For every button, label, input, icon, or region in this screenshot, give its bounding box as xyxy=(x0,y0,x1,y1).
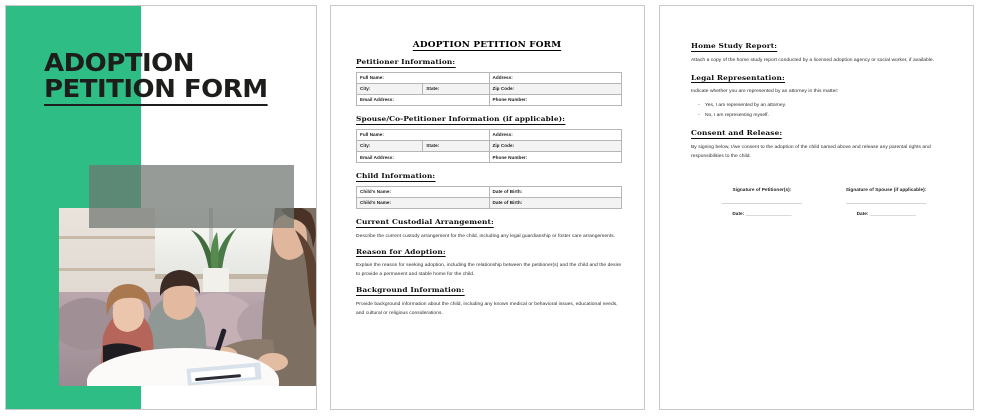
section-body: Attach a copy of the home study report conducted by a licensed adoption agency or social worker, if available. xyxy=(691,57,935,63)
section-petitioner-information xyxy=(356,58,622,106)
table-row xyxy=(357,83,622,94)
cover-photo-illustration xyxy=(59,208,317,386)
section-body: Describe the current custody arrangement for the child, including any legal guardianship or foster care arrangements. xyxy=(356,233,616,239)
table-row xyxy=(357,72,622,83)
table-cell[interactable]: Full Name: xyxy=(357,129,490,140)
table-cell[interactable]: Full Name: xyxy=(357,72,490,83)
signature-label: Signature of Petitioner(s): xyxy=(732,186,792,192)
legal-representation-options xyxy=(691,101,947,120)
table-cell[interactable]: Child's Name: xyxy=(357,186,490,197)
child-information-table xyxy=(356,186,622,209)
section-background-information xyxy=(356,286,622,318)
form-page-2-content xyxy=(660,6,973,409)
section-current-custodial-arrangement xyxy=(356,218,622,241)
signature-date-label: Date: xyxy=(732,210,745,216)
form-page-1 xyxy=(330,5,645,410)
table-row xyxy=(357,129,622,140)
table-cell[interactable]: Child's Name: xyxy=(357,197,490,208)
section-home-study-report xyxy=(691,42,947,65)
list-item[interactable]: - Yes, I am represented by an attorney. xyxy=(705,101,947,111)
table-row xyxy=(357,186,622,197)
signature-petitioner xyxy=(709,187,815,216)
table-cell[interactable]: City: xyxy=(357,83,423,94)
section-body: Explain the reason for seeking adoption, including the relationship between the petitioner(s) and the child and the desire to provide a permanent and stable home for the child. xyxy=(356,263,622,278)
cover-page xyxy=(5,5,317,410)
spouse-information-table xyxy=(356,129,622,164)
section-spouse-information xyxy=(356,115,622,163)
table-cell[interactable]: Zip Code: xyxy=(489,140,622,151)
section-child-information xyxy=(356,172,622,209)
table-cell[interactable]: City: xyxy=(357,140,423,151)
table-cell[interactable]: Date of Birth: xyxy=(489,186,622,197)
section-heading: Home Study Report: xyxy=(691,42,778,50)
section-heading: Legal Representation: xyxy=(691,73,785,82)
signature-spouse xyxy=(833,187,939,216)
cover-photo xyxy=(59,208,317,386)
signature-line[interactable]: _______________________________ xyxy=(721,198,802,205)
section-heading: Spouse/Co-Petitioner Information (if applicable): xyxy=(356,115,566,124)
table-cell[interactable]: Address: xyxy=(489,129,622,140)
form-title: ADOPTION PETITION FORM xyxy=(413,39,562,49)
table-cell[interactable]: Zip Code: xyxy=(489,83,622,94)
table-row xyxy=(357,94,622,105)
section-heading: Consent and Release: xyxy=(691,129,783,138)
table-cell[interactable]: Email Address: xyxy=(357,94,490,105)
cover-title-line-2: PETITION FORM xyxy=(44,76,268,105)
section-consent-and-release xyxy=(691,129,947,161)
table-cell[interactable]: State: xyxy=(423,83,489,94)
signature-label: Signature of Spouse (if applicable): xyxy=(845,186,927,192)
table-row xyxy=(357,140,622,151)
section-heading: Current Custodial Arrangement: xyxy=(356,218,494,226)
cover-overlay-rectangle xyxy=(89,165,294,228)
table-cell[interactable]: Address: xyxy=(489,72,622,83)
list-item[interactable]: - No, I am representing myself. xyxy=(705,111,947,121)
table-row xyxy=(357,197,622,208)
section-heading: Petitioner Information: xyxy=(356,58,456,66)
form-page-1-content xyxy=(331,6,644,409)
section-heading: Background Information: xyxy=(356,286,465,295)
signature-date-line[interactable]: ___________________ xyxy=(745,210,792,216)
table-row xyxy=(357,151,622,162)
section-legal-representation xyxy=(691,74,947,121)
table-cell[interactable]: Date of Birth: xyxy=(489,197,622,208)
table-cell[interactable]: Phone Number: xyxy=(489,94,622,105)
section-body: Indicate whether you are represented by an attorney in this matter: xyxy=(691,89,839,95)
signature-date xyxy=(833,211,939,216)
cover-title xyxy=(44,50,274,106)
signature-date xyxy=(709,211,815,216)
table-cell[interactable]: Phone Number: xyxy=(489,151,622,162)
section-body: By signing below, I/we consent to the adoption of the child named above and release any parental rights and responsibilities to the child. xyxy=(691,144,931,159)
section-body: Provide background information about the child, including any known medical or behavioral issues, educational needs, and cultural or religious considerations. xyxy=(356,301,618,316)
section-reason-for-adoption xyxy=(356,248,622,280)
signature-block xyxy=(691,187,947,216)
signature-date-line[interactable]: ___________________ xyxy=(869,210,916,216)
table-cell[interactable]: State: xyxy=(423,140,489,151)
section-heading: Child Information: xyxy=(356,172,436,181)
petitioner-information-table xyxy=(356,72,622,107)
signature-date-label: Date: xyxy=(856,210,869,216)
cover-title-line-1: ADOPTION xyxy=(44,48,194,77)
table-cell[interactable]: Email Address: xyxy=(357,151,490,162)
signature-line[interactable]: _______________________________ xyxy=(846,198,927,205)
form-page-2 xyxy=(659,5,974,410)
section-heading: Reason for Adoption: xyxy=(356,247,446,256)
